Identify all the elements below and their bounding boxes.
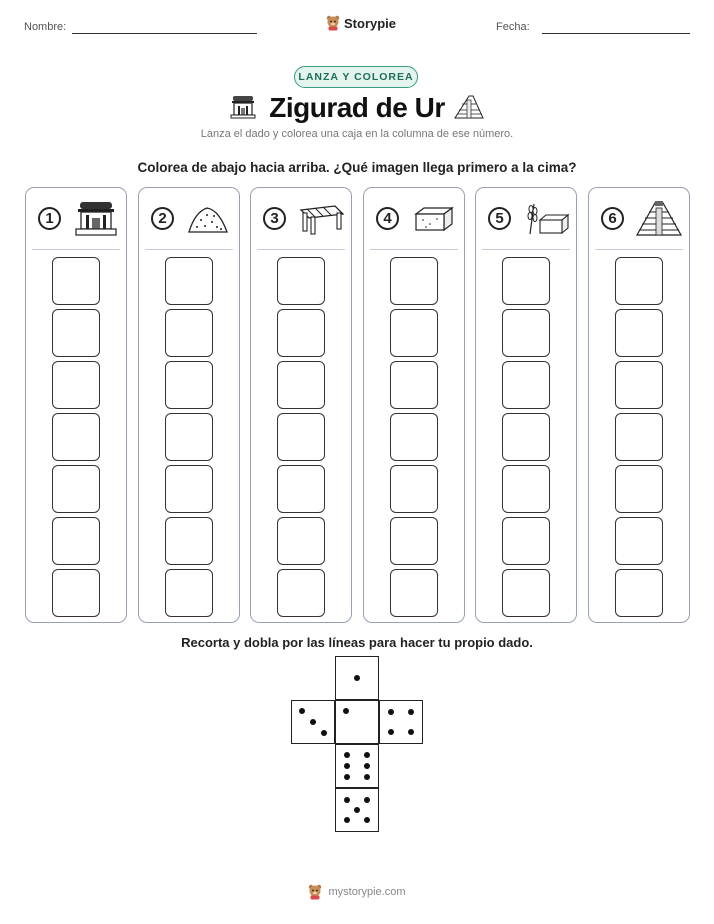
column-6	[588, 187, 690, 623]
color-box[interactable]	[390, 465, 438, 513]
column-divider	[595, 249, 683, 250]
die-pip	[321, 730, 327, 736]
column-3	[250, 187, 352, 623]
color-box[interactable]	[390, 361, 438, 409]
die-pip	[344, 774, 350, 780]
color-box[interactable]	[615, 309, 663, 357]
column-2	[138, 187, 240, 623]
column-divider	[257, 249, 345, 250]
subtitle: Lanza el dado y colorea una caja en la columna de ese número.	[200, 128, 514, 140]
die-pip	[408, 729, 414, 735]
name-label: Nombre:	[24, 21, 67, 33]
column-4	[363, 187, 465, 623]
die-pip	[310, 719, 316, 725]
color-box[interactable]	[615, 361, 663, 409]
die-face-top	[335, 656, 379, 700]
die-pip	[354, 675, 360, 681]
color-box[interactable]	[165, 361, 213, 409]
color-box[interactable]	[52, 309, 100, 357]
color-box[interactable]	[277, 465, 325, 513]
wooden-frame-icon	[295, 200, 347, 238]
die-face-center	[335, 700, 379, 744]
color-box[interactable]	[615, 569, 663, 617]
brand-logo	[326, 15, 396, 31]
instruction: Colorea de abajo hacia arriba. ¿Qué imagen llega primero a la cima?	[137, 160, 577, 175]
column-number: 3	[263, 207, 286, 230]
color-box[interactable]	[615, 465, 663, 513]
column-divider	[370, 249, 458, 250]
temple-icon	[70, 200, 122, 238]
die-pip	[344, 817, 350, 823]
die-pip	[299, 708, 305, 714]
color-box[interactable]	[502, 361, 550, 409]
color-box[interactable]	[615, 413, 663, 461]
color-box[interactable]	[502, 413, 550, 461]
grain-pile-icon	[183, 200, 235, 238]
brand-name: Storypie	[344, 15, 397, 31]
die-face-right	[379, 700, 423, 744]
color-box[interactable]	[52, 413, 100, 461]
color-box[interactable]	[165, 465, 213, 513]
color-box[interactable]	[502, 465, 550, 513]
die-face-lower	[335, 744, 379, 788]
page-title: Zigurad de Ur	[269, 92, 445, 123]
column-divider	[145, 249, 233, 250]
column-number: 1	[38, 207, 61, 230]
column-number: 6	[601, 207, 624, 230]
die-pip	[364, 763, 370, 769]
color-box[interactable]	[165, 309, 213, 357]
color-box[interactable]	[615, 257, 663, 305]
ziggurat-icon	[633, 200, 685, 238]
color-box[interactable]	[52, 569, 100, 617]
color-box[interactable]	[277, 413, 325, 461]
column-number: 2	[151, 207, 174, 230]
column-5	[475, 187, 577, 623]
color-box[interactable]	[165, 257, 213, 305]
die-pip	[364, 752, 370, 758]
color-box[interactable]	[165, 517, 213, 565]
die-pip	[344, 797, 350, 803]
die-face-left	[291, 700, 335, 744]
column-divider	[32, 249, 120, 250]
date-line[interactable]	[542, 33, 690, 34]
color-box[interactable]	[502, 569, 550, 617]
color-box[interactable]	[52, 517, 100, 565]
color-box[interactable]	[390, 569, 438, 617]
die-pip	[344, 763, 350, 769]
column-1	[25, 187, 127, 623]
die-net	[290, 656, 424, 834]
color-box[interactable]	[277, 569, 325, 617]
column-divider	[482, 249, 570, 250]
die-pip	[408, 709, 414, 715]
color-box[interactable]	[615, 517, 663, 565]
die-pip	[364, 774, 370, 780]
color-box[interactable]	[502, 517, 550, 565]
die-face-bottom	[335, 788, 379, 832]
column-number: 5	[488, 207, 511, 230]
color-box[interactable]	[277, 257, 325, 305]
die-pip	[354, 807, 360, 813]
color-box[interactable]	[165, 413, 213, 461]
color-box[interactable]	[390, 309, 438, 357]
color-box[interactable]	[502, 309, 550, 357]
color-box[interactable]	[165, 569, 213, 617]
cut-instruction: Recorta y dobla por las líneas para hacer tu propio dado.	[181, 635, 533, 650]
die-pip	[344, 752, 350, 758]
color-box[interactable]	[390, 257, 438, 305]
column-number: 4	[376, 207, 399, 230]
color-box[interactable]	[52, 257, 100, 305]
die-pip	[364, 817, 370, 823]
color-box[interactable]	[502, 257, 550, 305]
die-pip	[388, 729, 394, 735]
die-pip	[364, 797, 370, 803]
color-box[interactable]	[277, 309, 325, 357]
mud-brick-icon	[408, 200, 460, 238]
die-pip	[388, 709, 394, 715]
date-label: Fecha:	[496, 21, 530, 33]
bear-mascot-icon	[308, 884, 322, 900]
color-box[interactable]	[390, 413, 438, 461]
bear-mascot-icon	[326, 15, 340, 31]
activity-badge: LANZA Y COLOREA	[294, 66, 418, 88]
title-ziggurat-icon	[452, 94, 486, 125]
footer	[0, 884, 714, 900]
color-box[interactable]	[52, 465, 100, 513]
color-box[interactable]	[52, 361, 100, 409]
die-pip	[343, 708, 349, 714]
name-line[interactable]	[72, 33, 257, 34]
wheat-and-brick-icon	[520, 200, 572, 238]
footer-url[interactable]: mystorypie.com	[328, 886, 406, 898]
color-box[interactable]	[277, 517, 325, 565]
color-box[interactable]	[277, 361, 325, 409]
color-box[interactable]	[390, 517, 438, 565]
